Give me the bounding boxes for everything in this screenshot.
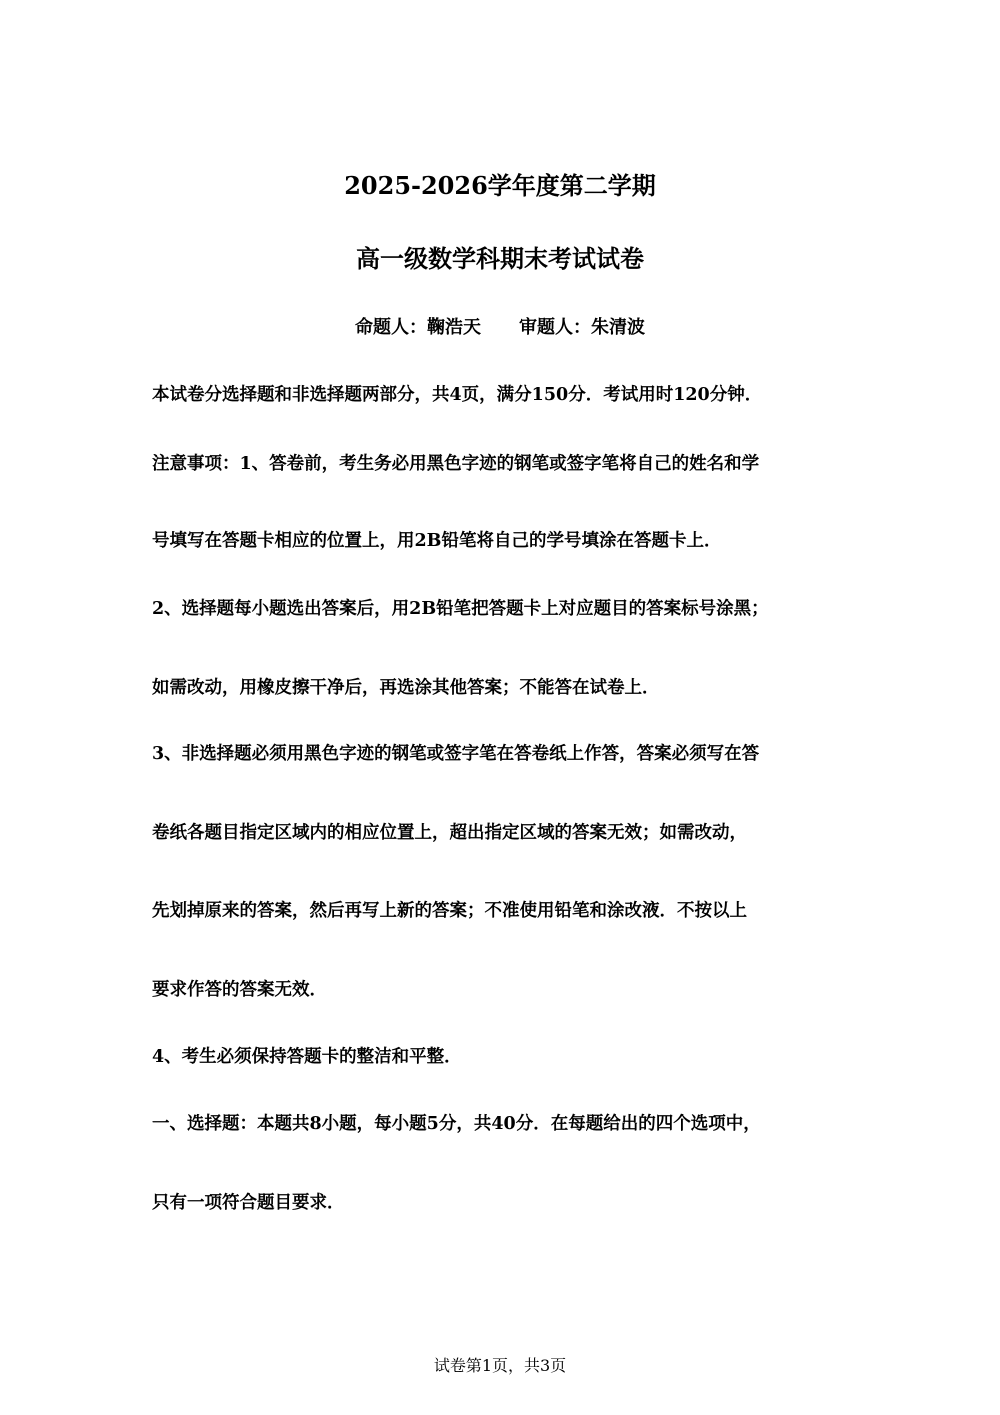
notice-line: 4、考生必须保持答题卡的整洁和平整． [152, 1047, 462, 1067]
section-heading-line: 一、选择题：本题共8小题，每小题5分，共40分．在每题给出的四个选项中， [152, 1114, 761, 1134]
author-label: 命题人：鞠浩天 [355, 317, 481, 338]
page-number-footer: 试卷第1页，共3页 [433, 1356, 567, 1375]
notice-line: 要求作答的答案无效． [152, 980, 327, 1000]
notice-line: 注意事项：1、答卷前，考生务必用黑色字迹的钢笔或签字笔将自己的姓名和学 [152, 454, 760, 474]
exam-info-line: 本试卷分选择题和非选择题两部分，共4页，满分150分．考试用时120分钟． [152, 385, 763, 405]
exam-subject-title: 高一级数学科期末考试试卷 [356, 244, 644, 273]
exam-term-title: 2025-2026学年度第二学期 [344, 171, 656, 200]
notice-line: 2、选择题每小题选出答案后，用2B铅笔把答题卡上对应题目的答案标号涂黑； [152, 599, 769, 619]
exam-authors [0, 315, 1000, 341]
section-heading-line: 只有一项符合题目要求． [152, 1193, 345, 1213]
notice-line: 3、非选择题必须用黑色字迹的钢笔或签字笔在答卷纸上作答，答案必须写在答 [152, 744, 760, 764]
notice-line: 先划掉原来的答案，然后再写上新的答案；不准使用铅笔和涂改液．不按以上 [152, 901, 747, 921]
notice-line: 号填写在答题卡相应的位置上，用2B铅笔将自己的学号填涂在答题卡上． [152, 531, 722, 551]
notice-line: 卷纸各题目指定区域内的相应位置上，超出指定区域的答案无效；如需改动， [152, 823, 747, 843]
notice-line: 如需改动，用橡皮擦干净后，再选涂其他答案；不能答在试卷上． [152, 678, 660, 698]
reviewer-label: 审题人：朱清波 [519, 317, 645, 338]
